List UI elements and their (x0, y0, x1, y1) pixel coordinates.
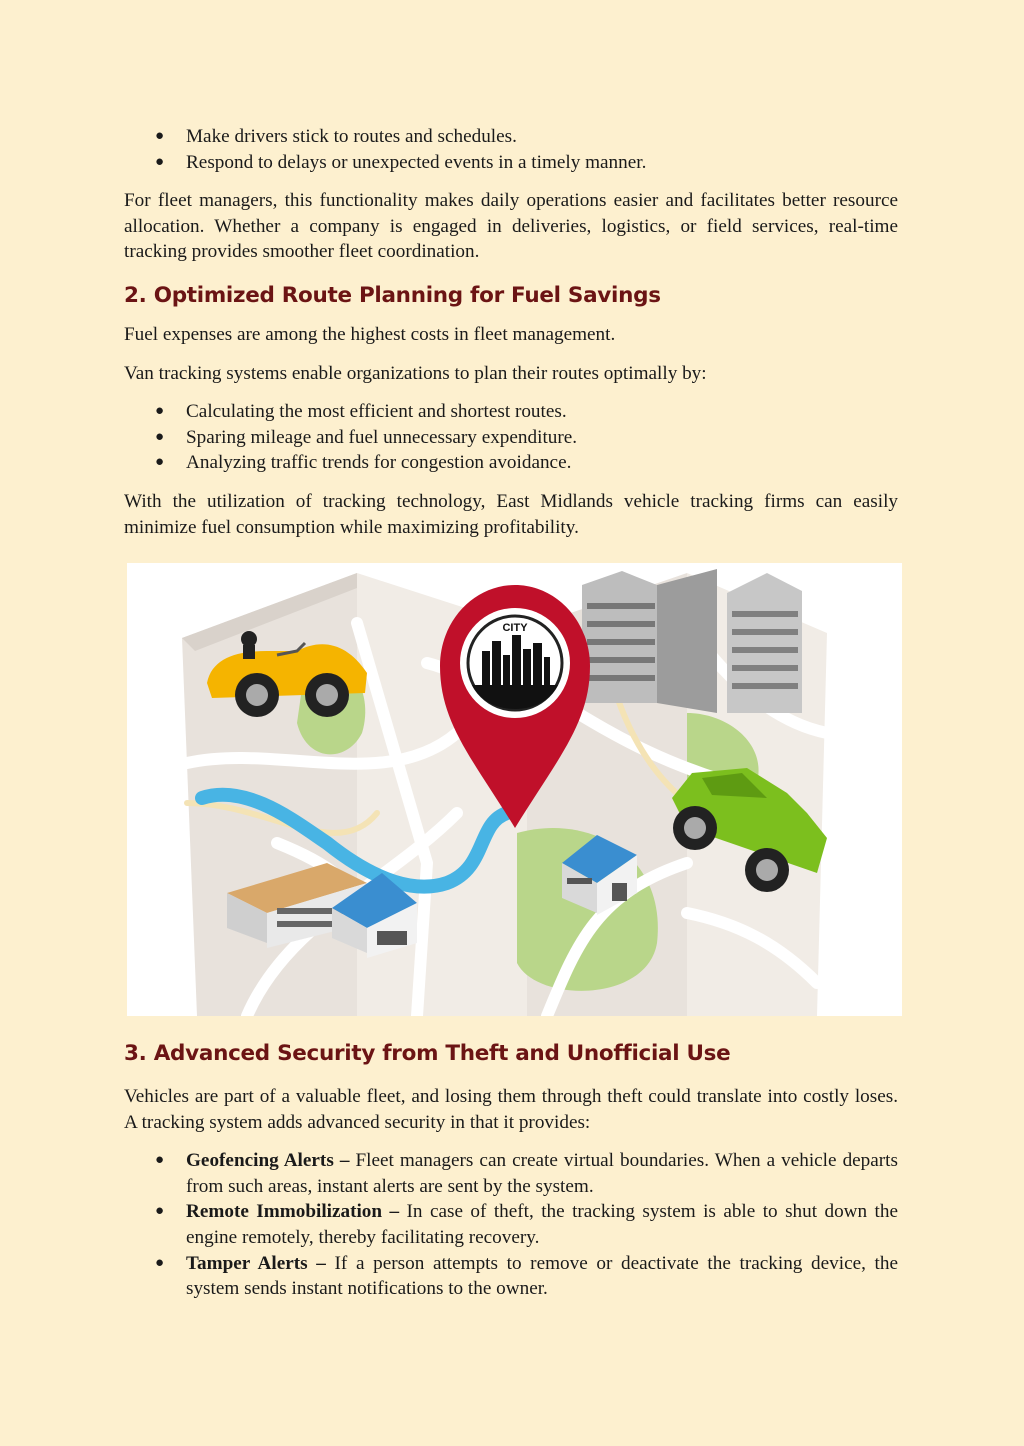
section2-heading: 2. Optimized Route Planning for Fuel Savings (124, 282, 661, 308)
list-item: ● Respond to delays or unexpected events in a timely manner. (124, 150, 898, 176)
bullet-icon: ● (155, 128, 165, 144)
section2-bullet-list (124, 399, 898, 476)
bullet-text: Fleet managers can create virtual boundaries. When a vehicle departs from such areas, instant alerts are sent by the system. (186, 1150, 898, 1197)
bullet-icon: ● (155, 1203, 165, 1220)
list-item (124, 1148, 898, 1199)
list-item (124, 1251, 898, 1302)
document-content (124, 124, 898, 540)
bullet-icon: ● (155, 153, 165, 170)
map-illustration (127, 563, 902, 1016)
bullet-icon: ● (155, 1254, 165, 1271)
section3-bullet-list (124, 1148, 898, 1302)
bullet-term: Geofencing Alerts – (186, 1150, 350, 1172)
bullet-icon: ● (155, 428, 165, 445)
bullet-icon: ● (155, 454, 165, 471)
bullet-text: If a person attempts to remove or deactivate the tracking device, the system sends instant notifications to the owner. (186, 1252, 898, 1300)
list-item: ● Analyzing traffic trends for congestion avoidance. (124, 450, 898, 476)
skyscraper-group (582, 569, 802, 713)
pin-city-label: CITY (502, 622, 528, 634)
section3-intro: Vehicles are part of a valuable fleet, and losing them through theft could translate into costly loses. A tracking system adds advanced security in that it provides: (124, 1086, 898, 1133)
list-item: ● Calculating the most efficient and shortest routes. (124, 399, 898, 425)
list-item: ● Make drivers stick to routes and schedules. (124, 124, 898, 150)
bullet-text: In case of theft, the tracking system is able to shut down the engine remotely, thereby facilitating recovery. (186, 1201, 898, 1248)
bullet-icon: ● (155, 403, 165, 420)
bullet-term: Remote Immobilization – (186, 1201, 400, 1223)
section2-closing: With the utilization of tracking technology, East Midlands vehicle tracking firms can easily minimize fuel consumption while maximizing profitability. (124, 490, 898, 538)
section2-lead: Van tracking systems enable organizations to plan their routes optimally by: (124, 362, 707, 384)
section3-heading: 3. Advanced Security from Theft and Unofficial Use (124, 1041, 731, 1066)
bullet-term: Tamper Alerts – (186, 1252, 326, 1274)
section2-intro: Fuel expenses are among the highest costs in fleet management. (124, 323, 616, 345)
list-item: ● Sparing mileage and fuel unnecessary expenditure. (124, 425, 898, 451)
list-item (124, 1199, 898, 1250)
section1-bullet-list (124, 124, 898, 175)
section3-content (124, 1039, 898, 1302)
bullet-icon: ● (155, 1152, 165, 1169)
section1-paragraph: For fleet managers, this functionality makes daily operations easier and facilitates better resource allocation. Whether a company is engaged in deliveries, logistics, or field services, real-time tracking provides smoother fleet coordination. (124, 190, 898, 263)
